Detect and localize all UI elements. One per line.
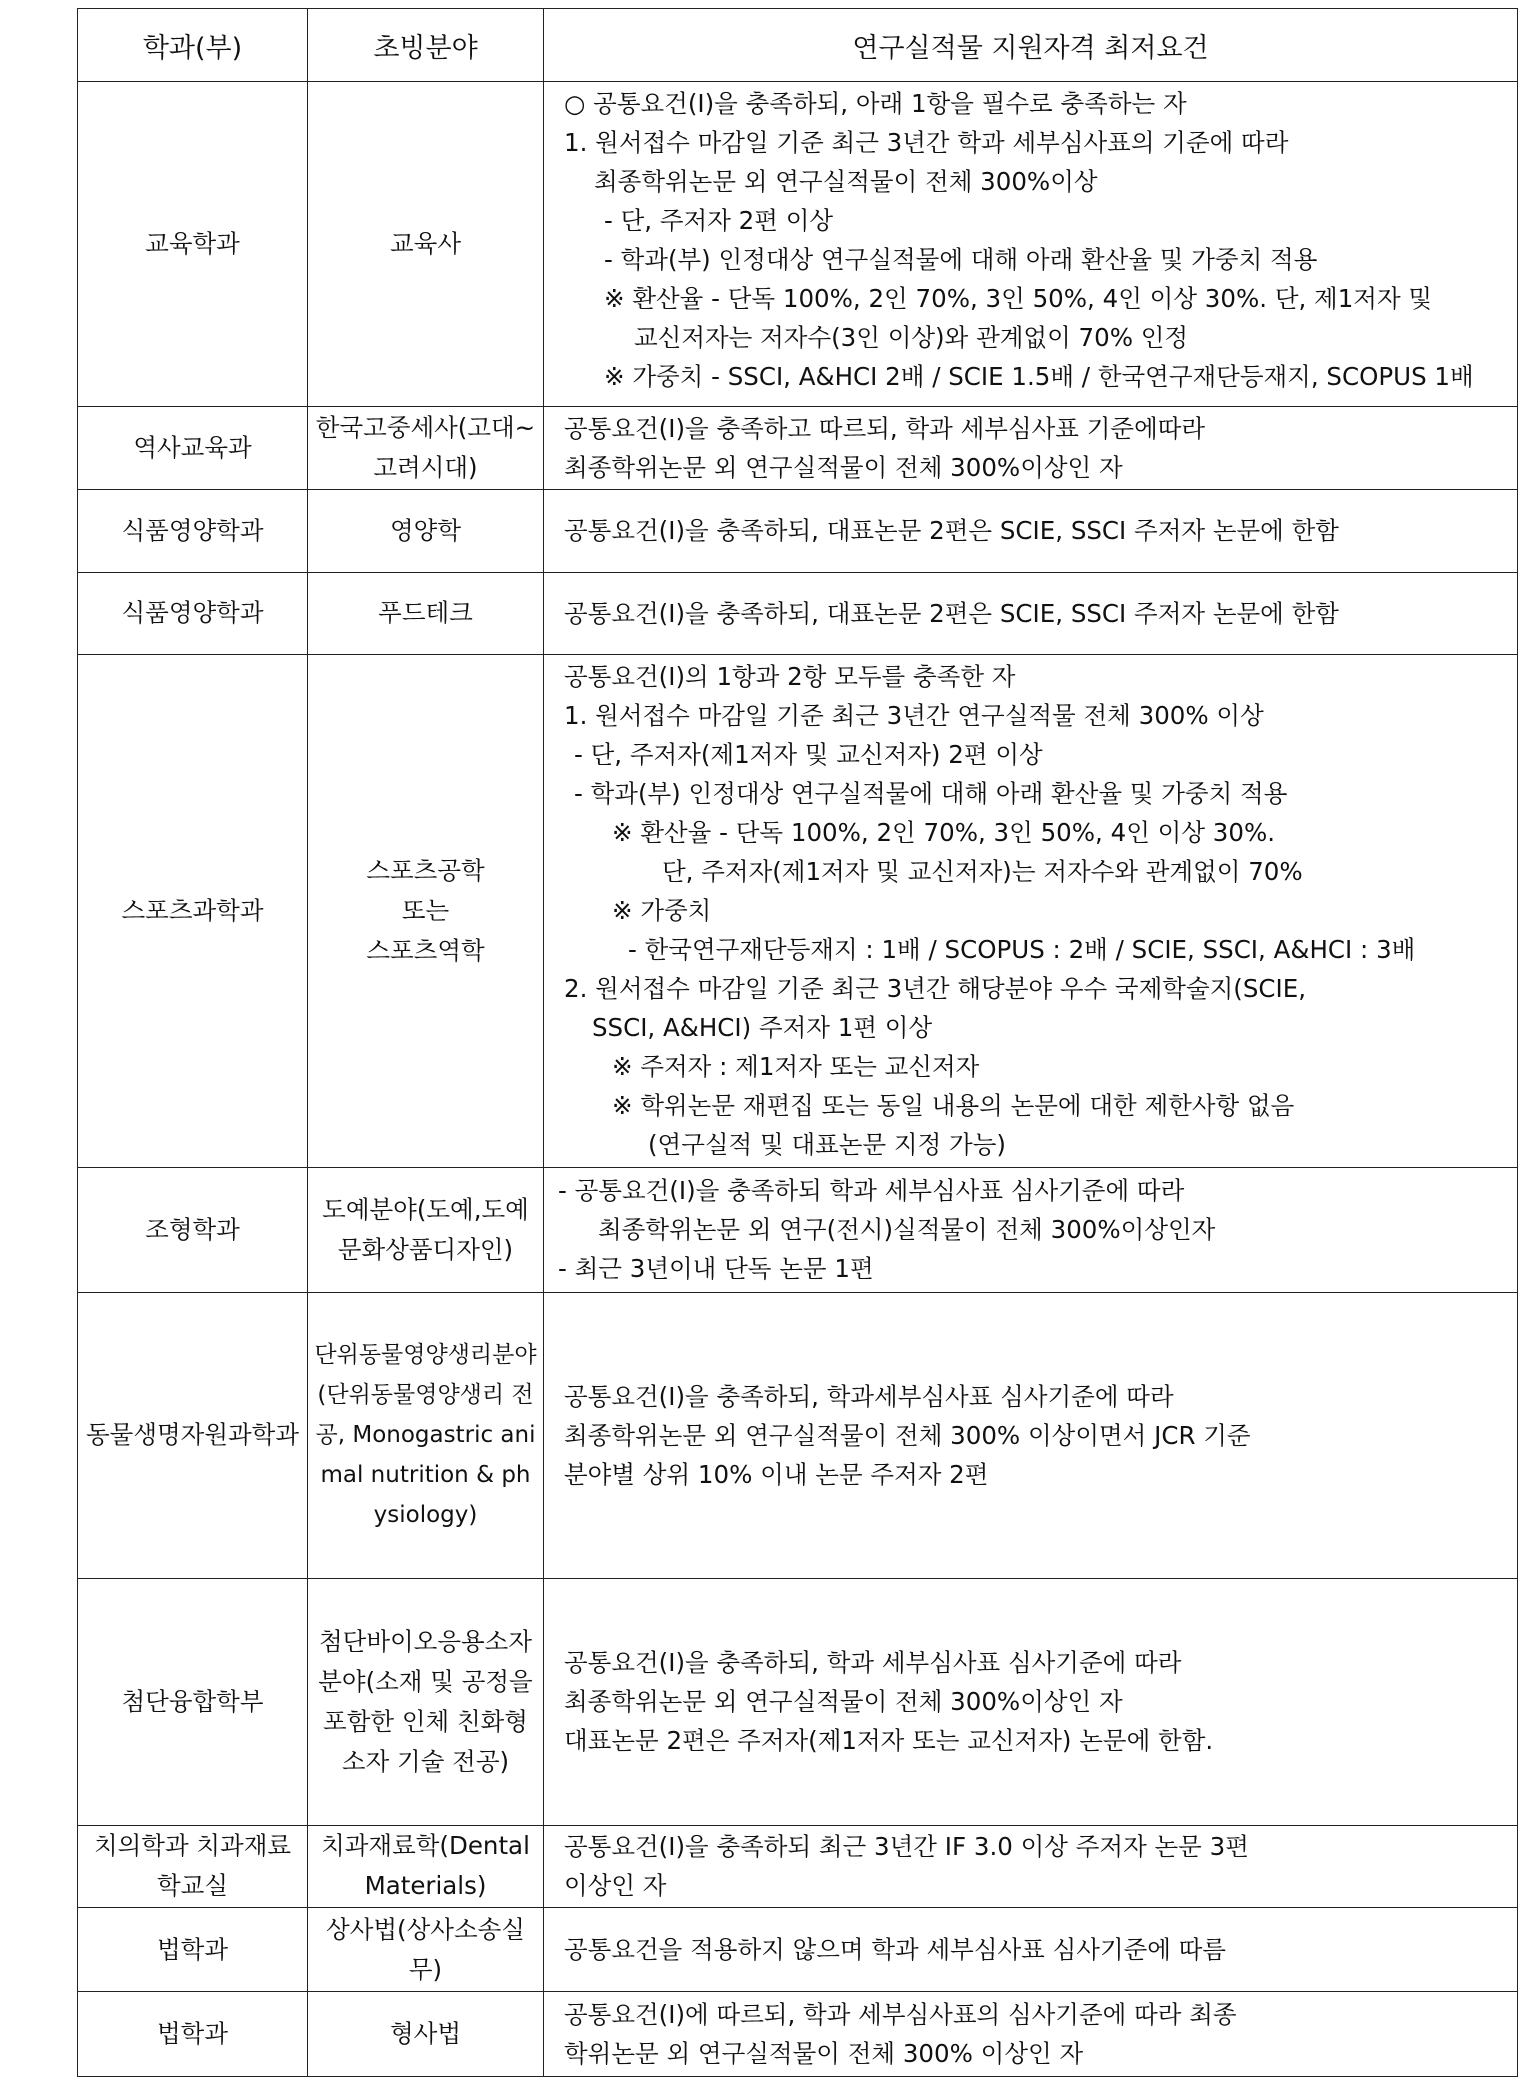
table-row <box>78 655 1518 1168</box>
requirement-line: 최종학위논문 외 연구(전시)실적물이 전체 300%이상인자 <box>598 1215 1216 1245</box>
table-row <box>78 490 1518 572</box>
requirement-line: - 한국연구재단등재지 : 1배 / SCOPUS : 2배 / SCIE, SSCI, A&HCI : 3배 <box>628 935 1416 965</box>
requirement-line: 공통요건(Ⅰ)을 충족하되, 대표논문 2편은 SCIE, SSCI 주저자 논문에 한함 <box>564 598 1339 628</box>
requirement-line: 최종학위논문 외 연구실적물이 전체 300%이상 <box>594 167 1098 196</box>
requirement-line: (연구실적 및 대표논문 지정 가능) <box>648 1130 1006 1160</box>
requirement-line: 학위논문 외 연구실적물이 전체 300% 이상인 자 <box>564 2039 1084 2069</box>
requirement-line: 교신저자는 저자수(3인 이상)와 관계없이 70% 인정 <box>634 323 1189 352</box>
requirements-cell <box>544 1992 1518 2077</box>
department-cell: 스포츠과학과 <box>78 655 308 1168</box>
field-cell: 교육사 <box>308 82 544 407</box>
requirements-cell <box>544 1167 1518 1292</box>
requirements-cell <box>544 406 1518 489</box>
requirement-line: 최종학위논문 외 연구실적물이 전체 300%이상인 자 <box>564 453 1123 482</box>
requirement-line: ※ 환산율 - 단독 100%, 2인 70%, 3인 50%, 4인 이상 30%. 단, 제1저자 및 <box>604 284 1433 313</box>
requirement-line: 공통요건(Ⅰ)에 따르되, 학과 세부심사표의 심사기준에 따라 최종 <box>564 2000 1237 2030</box>
department-cell: 법학과 <box>78 1992 308 2077</box>
requirement-line: 공통요건(Ⅰ)의 1항과 2항 모두를 충족한 자 <box>564 662 1016 692</box>
requirement-line: ※ 가중치 - SSCI, A&HCI 2배 / SCIE 1.5배 / 한국연구재단등재지, SCOPUS 1배 <box>604 362 1474 391</box>
table-row <box>78 1167 1518 1292</box>
field-line: 스포츠역학 <box>366 936 485 966</box>
department-cell: 법학과 <box>78 1908 308 1992</box>
field-cell <box>308 655 544 1168</box>
requirements-cell <box>544 572 1518 654</box>
requirement-line: 공통요건(Ⅰ)을 충족하되 최근 3년간 IF 3.0 이상 주저자 논문 3편 <box>564 1832 1249 1862</box>
department-cell: 식품영양학과 <box>78 572 308 654</box>
field-line: 또는 <box>401 896 450 926</box>
department-cell: 치의학과 치과재료학교실 <box>78 1825 308 1907</box>
header-field: 초빙분야 <box>308 9 544 82</box>
requirement-line: 최종학위논문 외 연구실적물이 전체 300% 이상이면서 JCR 기준 <box>564 1420 1251 1450</box>
requirement-line: 공통요건(Ⅰ)을 충족하되, 대표논문 2편은 SCIE, SSCI 주저자 논문에 한함 <box>564 516 1339 546</box>
requirement-line: ※ 학위논문 재편집 또는 동일 내용의 논문에 대한 제한사항 없음 <box>612 1091 1295 1121</box>
department-cell: 동물생명자원과학과 <box>78 1292 308 1579</box>
field-line: 스포츠공학 <box>366 856 485 886</box>
requirements-cell <box>544 1579 1518 1825</box>
requirements-cell <box>544 82 1518 407</box>
table-row <box>78 1292 1518 1579</box>
table-row <box>78 406 1518 489</box>
department-cell: 식품영양학과 <box>78 490 308 572</box>
requirement-line: 공통요건(Ⅰ)을 충족하고 따르되, 학과 세부심사표 기준에따라 <box>564 414 1206 443</box>
table-header-row <box>78 9 1518 82</box>
requirements-cell <box>544 655 1518 1168</box>
requirement-line: 2. 원서접수 마감일 기준 최근 3년간 해당분야 우수 국제학술지(SCIE, <box>564 974 1306 1004</box>
requirements-table <box>77 8 1518 2077</box>
requirement-line: 대표논문 2편은 주저자(제1저자 또는 교신저자) 논문에 한함. <box>564 1726 1214 1756</box>
requirement-line: - 단, 주저자(제1저자 및 교신저자) 2편 이상 <box>574 740 1043 770</box>
requirements-cell <box>544 1908 1518 1992</box>
requirement-line: 분야별 상위 10% 이내 논문 주저자 2편 <box>564 1459 989 1489</box>
requirements-cell <box>544 1292 1518 1579</box>
requirement-line: - 학과(부) 인정대상 연구실적물에 대해 아래 환산율 및 가중치 적용 <box>574 779 1288 809</box>
field-cell: 치과재료학(Dental Materials) <box>308 1825 544 1907</box>
requirements-cell <box>544 1825 1518 1907</box>
field-cell: 첨단바이오응용소자분야(소재 및 공정을 포함한 인체 친화형 소자 기술 전공) <box>308 1579 544 1825</box>
requirement-line: - 단, 주저자 2편 이상 <box>604 206 834 235</box>
field-cell: 영양학 <box>308 490 544 572</box>
department-cell: 역사교육과 <box>78 406 308 489</box>
department-cell: 교육학과 <box>78 82 308 407</box>
field-cell: 형사법 <box>308 1992 544 2077</box>
department-cell: 조형학과 <box>78 1167 308 1292</box>
requirement-line: 공통요건을 적용하지 않으며 학과 세부심사표 심사기준에 따름 <box>564 1935 1227 1965</box>
requirement-line: 공통요건(Ⅰ)을 충족하되, 학과세부심사표 심사기준에 따라 <box>564 1381 1174 1411</box>
requirement-line: - 공통요건(Ⅰ)을 충족하되 학과 세부심사표 심사기준에 따라 <box>558 1176 1185 1206</box>
header-requirements: 연구실적물 지원자격 최저요건 <box>544 9 1518 82</box>
requirement-line: 1. 원서접수 마감일 기준 최근 3년간 연구실적물 전체 300% 이상 <box>564 701 1264 731</box>
requirement-line: 공통요건(Ⅰ)을 충족하되, 학과 세부심사표 심사기준에 따라 <box>564 1648 1182 1678</box>
table-row <box>78 1992 1518 2077</box>
requirement-line: 1. 원서접수 마감일 기준 최근 3년간 학과 세부심사표의 기준에 따라 <box>564 128 1289 157</box>
table-row <box>78 572 1518 654</box>
table-row <box>78 1825 1518 1907</box>
requirement-line: ※ 주저자 : 제1저자 또는 교신저자 <box>612 1052 980 1082</box>
requirement-line: SSCI, A&HCI) 주저자 1편 이상 <box>592 1013 933 1043</box>
field-cell: 상사법(상사소송실무) <box>308 1908 544 1992</box>
requirement-line: 단, 주저자(제1저자 및 교신저자)는 저자수와 관계없이 70% <box>662 857 1303 887</box>
requirement-line: ※ 환산율 - 단독 100%, 2인 70%, 3인 50%, 4인 이상 30%. <box>612 818 1276 848</box>
requirement-line: 최종학위논문 외 연구실적물이 전체 300%이상인 자 <box>564 1687 1123 1717</box>
requirement-line: ※ 가중치 <box>612 896 712 926</box>
field-cell: 푸드테크 <box>308 572 544 654</box>
field-cell: 단위동물영양생리분야(단위동물영양생리 전공, Monogastric animal nutrition & physiology) <box>308 1292 544 1579</box>
requirement-line: ○ 공통요건(Ⅰ)을 충족하되, 아래 1항을 필수로 충족하는 자 <box>564 89 1187 118</box>
table-row <box>78 1579 1518 1825</box>
table-row <box>78 1908 1518 1992</box>
requirement-line: - 최근 3년이내 단독 논문 1편 <box>558 1254 874 1284</box>
field-cell: 도예분야(도예,도예문화상품디자인) <box>308 1167 544 1292</box>
header-department: 학과(부) <box>78 9 308 82</box>
requirement-line: - 학과(부) 인정대상 연구실적물에 대해 아래 환산율 및 가중치 적용 <box>604 245 1318 274</box>
field-cell: 한국고중세사(고대~고려시대) <box>308 406 544 489</box>
requirement-line: 이상인 자 <box>564 1871 667 1901</box>
requirements-cell <box>544 490 1518 572</box>
department-cell: 첨단융합학부 <box>78 1579 308 1825</box>
table-row <box>78 82 1518 407</box>
